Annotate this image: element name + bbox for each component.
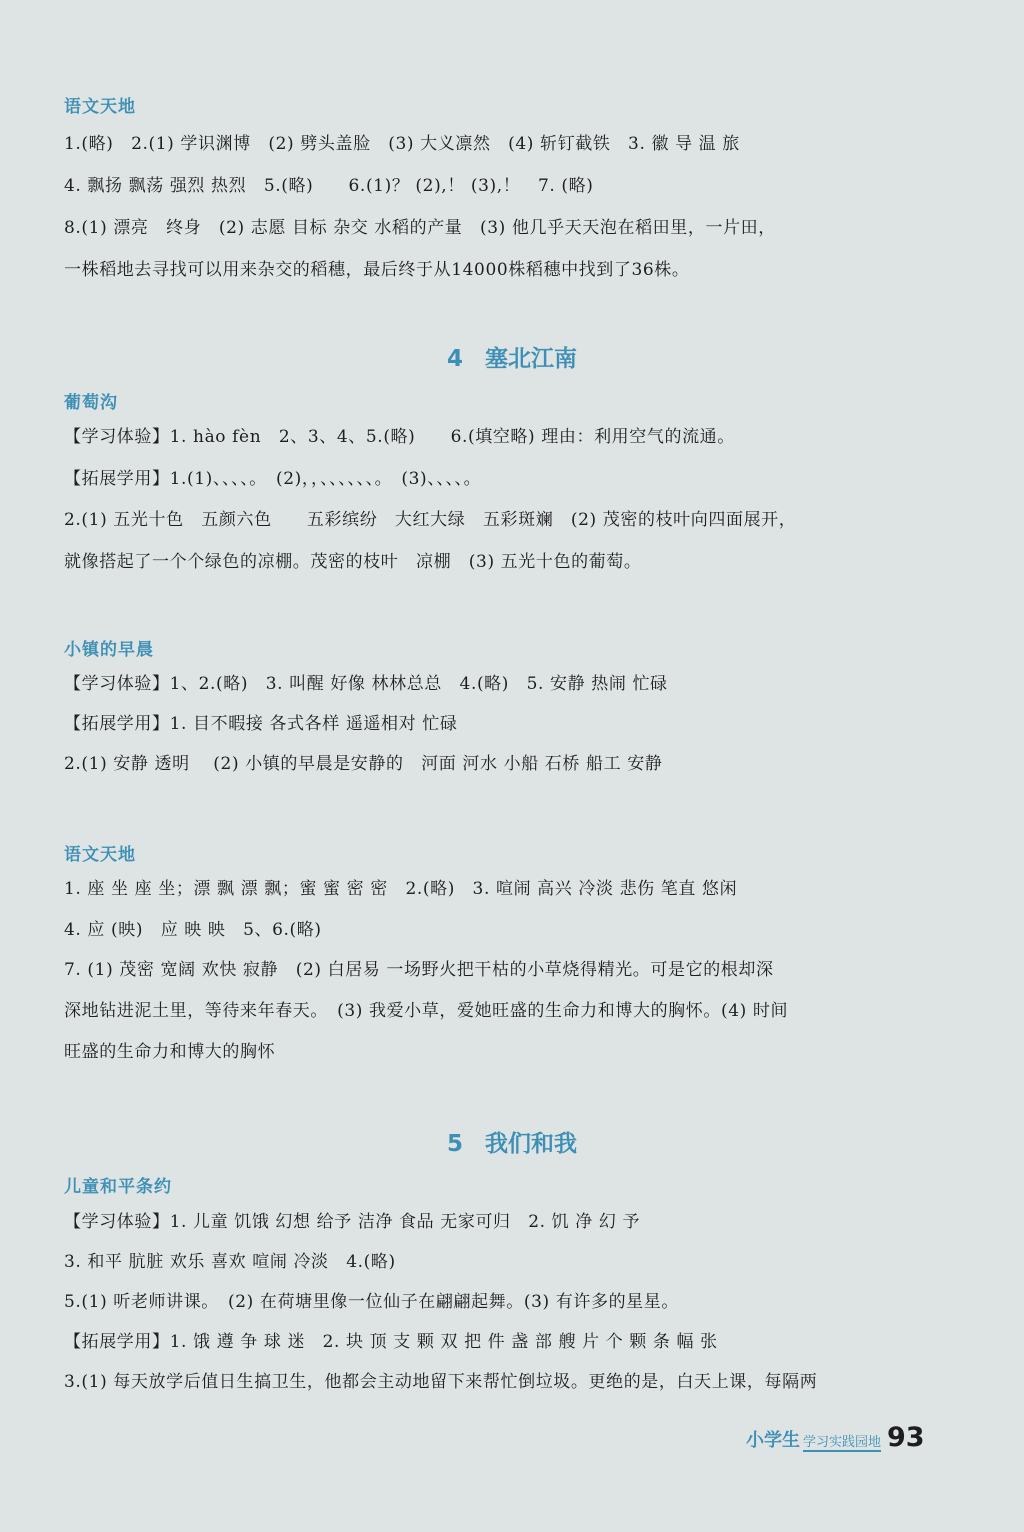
- answer-line: 就像搭起了一个个绿色的凉棚。茂密的枝叶 凉棚 (3) 五光十色的葡萄。: [64, 552, 642, 572]
- answer-line: 深地钻进泥土里，等待来年春天。 (3) 我爱小草，爱她旺盛的生命力和博大的胸怀。(4) 时间: [64, 1001, 789, 1021]
- answer-line: 【拓展学用】1. 饿 遵 争 球 迷 2. 块 顶 支 颗 双 把 件 盏 部 艘 片 个 颗 条 幅 张: [64, 1332, 718, 1352]
- answer-line: 【学习体验】1. hào fèn 2、3、4、5.(略) 6.(填空略) 理由：利用空气的流通。: [64, 427, 735, 447]
- section-title-ertong-heping: 儿童和平条约: [64, 1177, 172, 1197]
- answer-line: 8.(1) 漂亮 终身 (2) 志愿 目标 杂交 水稻的产量 (3) 他几乎天天泡在稻田里，一片田，: [64, 218, 776, 238]
- answer-line: 4. 应 (映) 应 映 映 5、6.(略): [64, 920, 322, 940]
- chapter-5-heading: [0, 1125, 1024, 1158]
- answer-line: 5.(1) 听老师讲课。 (2) 在荷塘里像一位仙子在翩翩起舞。(3) 有许多的星星。: [64, 1292, 679, 1312]
- answer-line: 【拓展学用】1. 目不暇接 各式各样 遥遥相对 忙碌: [64, 714, 458, 734]
- answer-line: 2.(1) 安静 透明 (2) 小镇的早晨是安静的 河面 河水 小船 石桥 船工 安静: [64, 754, 663, 774]
- answer-line: 4. 飘扬 飘荡 强烈 热烈 5.(略) 6.(1)？ (2),！ (3),！ 7. (略): [64, 176, 594, 196]
- chapter-title: 塞北江南: [485, 346, 577, 372]
- brand-subtitle: 学习实践园地: [803, 1431, 881, 1452]
- chapter-number: 5: [446, 1131, 463, 1157]
- answer-line: 1.(略) 2.(1) 学识渊博 (2) 劈头盖脸 (3) 大义凛然 (4) 斩钉截铁 3. 徽 导 温 旅: [64, 134, 740, 154]
- section-title-xiaozhen: 小镇的早晨: [64, 640, 154, 660]
- answer-line: 1. 座 坐 座 坐；漂 飘 漂 飘；蜜 蜜 密 密 2.(略) 3. 喧闹 高兴 冷淡 悲伤 笔直 悠闲: [64, 879, 738, 899]
- chapter-4-heading: [0, 340, 1024, 373]
- answer-line: 【学习体验】1、2.(略) 3. 叫醒 好像 林林总总 4.(略) 5. 安静 热闹 忙碌: [64, 674, 668, 694]
- chapter-title: 我们和我: [485, 1131, 577, 1157]
- section-title-yuwen-tiandi-1: 语文天地: [64, 97, 136, 117]
- brand-name: 小学生: [746, 1430, 800, 1451]
- page-footer: [746, 1422, 925, 1453]
- answer-line: 【拓展学用】1.(1)、、、、。 (2)，，、、、、、、。 (3)、、、、。: [64, 469, 482, 489]
- page-number: 93: [887, 1422, 925, 1453]
- section-title-putaogou: 葡萄沟: [64, 393, 118, 413]
- section-title-yuwen-tiandi-2: 语文天地: [64, 845, 136, 865]
- answer-line: 3.(1) 每天放学后值日生搞卫生，他都会主动地留下来帮忙倒垃圾。更绝的是，白天上课，每隔两: [64, 1372, 818, 1392]
- answer-line: 一株稻地去寻找可以用来杂交的稻穗，最后终于从14000株稻穗中找到了36株。: [64, 260, 690, 280]
- answer-line: 旺盛的生命力和博大的胸怀: [64, 1042, 276, 1062]
- chapter-number: 4: [446, 346, 463, 372]
- answer-line: 7. (1) 茂密 宽阔 欢快 寂静 (2) 白居易 一场野火把干枯的小草烧得精光。可是它的根却深: [64, 960, 774, 980]
- answer-line: 3. 和平 肮脏 欢乐 喜欢 喧闹 冷淡 4.(略): [64, 1252, 396, 1272]
- answer-line: 2.(1) 五光十色 五颜六色 五彩缤纷 大红大绿 五彩斑斓 (2) 茂密的枝叶向四面展开，: [64, 510, 797, 530]
- answer-line: 【学习体验】1. 儿童 饥饿 幻想 给予 洁净 食品 无家可归 2. 饥 净 幻 予: [64, 1212, 641, 1232]
